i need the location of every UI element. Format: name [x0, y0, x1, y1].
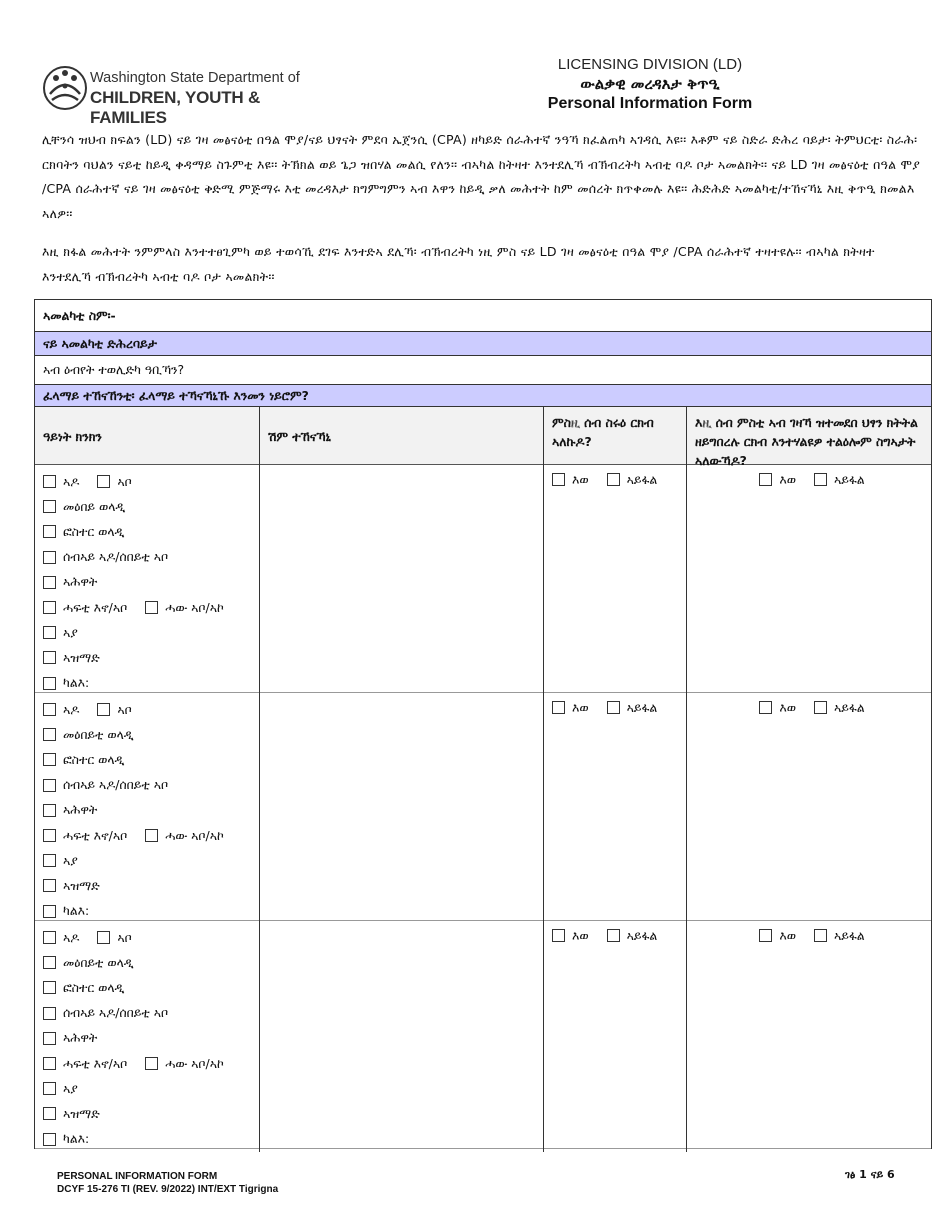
yes-checkbox[interactable]	[552, 701, 565, 714]
checkbox[interactable]	[43, 703, 56, 716]
yes-checkbox[interactable]	[552, 929, 565, 942]
caregiver-option[interactable]	[43, 722, 259, 747]
concerns-options	[695, 925, 929, 946]
option-label: ሰብኣይ ኣዶ/ሰበይቲ ኣቦ	[63, 549, 169, 565]
concerns-cell	[687, 693, 929, 924]
checkbox[interactable]	[43, 551, 56, 564]
option-label: ኣያ	[63, 624, 78, 640]
no-checkbox[interactable]	[814, 473, 827, 486]
checkbox[interactable]	[97, 703, 110, 716]
caregiver-option[interactable]	[43, 975, 259, 1000]
option-label: ኣቦ	[117, 701, 132, 717]
yes-label: እወ	[779, 471, 796, 487]
checkbox[interactable]	[43, 804, 56, 817]
caregiver-type-cell	[35, 693, 260, 924]
option-label: መዕበይ ወላዲ	[63, 498, 126, 514]
regular-contact-cell	[544, 693, 687, 924]
caregiver-column-headers	[35, 407, 931, 468]
caregiver-option[interactable]	[43, 899, 259, 924]
checkbox[interactable]	[43, 753, 56, 766]
caregiver-name-cell[interactable]	[260, 693, 544, 924]
option-label: ኣዝማድ	[63, 649, 100, 665]
col-header-concerns: እዚ ሰብ ምስቲ ኣብ ገዛኻ ዝተመደበ ህፃን ክትትል ዘይግበረሉ ርክብ እንተሃልዩዎ ተልዕሎም ስግኣታት ኣለውኻዶ?	[695, 415, 918, 468]
caregiver-option[interactable]	[43, 494, 259, 519]
yes-checkbox[interactable]	[759, 701, 772, 714]
caregiver-option[interactable]	[43, 747, 259, 772]
checkbox[interactable]	[43, 1007, 56, 1020]
yes-label: እወ	[779, 699, 796, 715]
option-label: ኣዝማድ	[63, 877, 100, 893]
checkbox[interactable]	[43, 500, 56, 513]
checkbox[interactable]	[43, 475, 56, 488]
caregiver-option[interactable]	[43, 645, 259, 670]
regular-contact-cell	[544, 921, 687, 1152]
option-label: ሰብኣይ ኣዶ/ሰበይቲ ኣቦ	[63, 777, 169, 793]
checkbox[interactable]	[43, 728, 56, 741]
checkbox[interactable]	[43, 905, 56, 918]
regular-contact-options	[552, 697, 686, 718]
caregiver-option[interactable]	[43, 469, 259, 494]
no-label: ኣይፋል	[626, 927, 658, 943]
caregiver-option[interactable]	[43, 697, 259, 722]
no-checkbox[interactable]	[814, 929, 827, 942]
section-header-caregivers	[35, 385, 931, 407]
checkbox[interactable]	[43, 1082, 56, 1095]
checkbox[interactable]	[43, 829, 56, 842]
caregiver-option[interactable]	[43, 873, 259, 898]
applicant-name-row[interactable]	[35, 300, 931, 332]
checkbox[interactable]	[43, 1107, 56, 1120]
caregiver-option[interactable]	[43, 1001, 259, 1026]
caregiver-name-cell[interactable]	[260, 465, 544, 696]
no-label: ኣይፋል	[833, 927, 865, 943]
option-label: ኣያ	[63, 852, 78, 868]
no-checkbox[interactable]	[607, 929, 620, 942]
checkbox[interactable]	[43, 854, 56, 867]
concerns-options	[695, 697, 929, 718]
yes-label: እወ	[572, 471, 589, 487]
checkbox[interactable]	[43, 651, 56, 664]
col-header-type: ዓይነት ክንክን	[35, 407, 260, 476]
option-label: ሓፍቲ እኖ/ኣቦ	[63, 827, 128, 843]
option-label: ፎስተር ወላዲ	[63, 751, 125, 767]
option-label: ኣቦ	[117, 473, 132, 489]
option-label: ካልእ:	[63, 1131, 90, 1147]
yes-checkbox[interactable]	[552, 473, 565, 486]
option-label: ኣሕዋት	[63, 1030, 98, 1046]
checkbox[interactable]	[43, 677, 56, 690]
option-label: ኣዝማድ	[63, 1105, 100, 1121]
no-label: ኣይፋል	[833, 471, 865, 487]
checkbox[interactable]	[97, 475, 110, 488]
checkbox[interactable]	[43, 931, 56, 944]
yes-label: እወ	[572, 699, 589, 715]
intro-paragraph-2: እዚ ክፋል መሕተት ንምምላስ እንተተፀጊምካ ወይ ተወሳኺ ደገፍ እንተድኣ ደሊኻ፡ ብኽብረትካ ነዚ ምስ ናይ LD ገዛ መፅናዕቲ በዓል ሞያ /CPA ሰራሕተኛ ተዛተዩሉ፡፡ ብኣካል ክትዛተ እንተደሊኻ ብኽብረትካ ኣብቲ ባዶ ቦታ ኣመልክት፡፡	[42, 244, 875, 284]
yes-checkbox[interactable]	[759, 473, 772, 486]
option-label: ፎስተር ወላዲ	[63, 979, 125, 995]
regular-contact-options	[552, 925, 686, 946]
form-header	[520, 56, 780, 113]
yes-label: እወ	[779, 927, 796, 943]
option-label: መዕበይቲ ወላዲ	[63, 954, 134, 970]
checkbox[interactable]	[145, 601, 158, 614]
option-label: ኣሕዋት	[63, 574, 98, 590]
col-header-contact: ምስዚ ሰብ ስሩዕ ርክብ ኣለኩዶ?	[544, 407, 687, 476]
option-label: ሓው ኣቦ/ኣኮ	[165, 599, 224, 615]
option-label: ሓው ኣቦ/ኣኮ	[165, 1055, 224, 1071]
col-header-name: ሽም ተኸናኻኒ	[260, 407, 544, 476]
option-label: ኣያ	[63, 1080, 78, 1096]
regular-contact-options	[552, 469, 686, 490]
caregiver-option[interactable]	[43, 798, 259, 823]
caregiver-option[interactable]	[43, 848, 259, 873]
option-label: ኣቦ	[117, 929, 132, 945]
no-label: ኣይፋል	[626, 699, 658, 715]
caregiver-option[interactable]	[43, 595, 259, 620]
caregiver-option[interactable]	[43, 823, 259, 848]
form-title-tigrigna: ውልቃዊ መረዳእታ ቅጥዒ	[580, 75, 720, 93]
caregiver-option[interactable]	[43, 570, 259, 595]
no-checkbox[interactable]	[814, 701, 827, 714]
caregiver-option[interactable]	[43, 1051, 259, 1076]
caregiver-option[interactable]	[43, 1076, 259, 1101]
option-label: መዕበይቲ ወላዲ	[63, 726, 134, 742]
caregiver-option[interactable]	[43, 519, 259, 544]
checkbox[interactable]	[145, 829, 158, 842]
checkbox[interactable]	[43, 1057, 56, 1070]
no-checkbox[interactable]	[607, 701, 620, 714]
yes-checkbox[interactable]	[759, 929, 772, 942]
footer-line1: PERSONAL INFORMATION FORM	[57, 1171, 218, 1182]
logo-line2: CHILDREN, YOUTH & FAMILIES	[90, 88, 261, 127]
caregiver-option[interactable]	[43, 671, 259, 696]
caregiver-option[interactable]	[43, 925, 259, 950]
no-label: ኣይፋል	[626, 471, 658, 487]
option-label: ካልእ:	[63, 675, 90, 691]
form-title-english: Personal Information Form	[547, 95, 753, 112]
footer-form-id	[57, 1170, 278, 1196]
checkbox[interactable]	[43, 1133, 56, 1146]
checkbox[interactable]	[43, 879, 56, 892]
no-label: ኣይፋል	[833, 699, 865, 715]
adopted-question-row[interactable]	[35, 356, 931, 385]
option-label: ፎስተር ወላዲ	[63, 523, 125, 539]
adopted-question: ኣብ ዕብየት ተወሊድካ ዓቢኻን?	[43, 362, 185, 377]
caregiver-option[interactable]	[43, 1026, 259, 1051]
caregiver-block	[35, 921, 931, 1149]
concerns-cell	[687, 465, 929, 696]
section-caregivers-label: ፈላማይ ተኸናኸንቲ፡ ፈላማይ ተኻናኻኒኹ እንመን ነይሮም?	[43, 387, 309, 403]
yes-label: እወ	[572, 927, 589, 943]
caregiver-option[interactable]	[43, 1101, 259, 1126]
checkbox[interactable]	[43, 1032, 56, 1045]
option-label: ኣሕዋት	[63, 802, 98, 818]
logo-line1: Washington State Department of	[90, 70, 300, 86]
intro-paragraph-1: ሊቸንሳ ዝህብ ክፍልን (LD) ናይ ገዛ መፅናዕቲ በዓል ሞያ/ናይ ህፃናት ምደባ ኤጀንሲ (CPA) ዘካይድ ሰራሕተኛ ንዓኻ ክፈልጠካ ኣገዳሲ እዩ፡፡ እቶም ናይ ስድራ ድሕረ ባይታ፡ ትምህርቲ፡ ስራሕ፡ ርክባትን ባህልን ናይቲ ከይዲ ቀዳማይ ስጉምቲ እዩ፡፡ ትኽክል ወይ ጌጋ ዝበሃል መልሲ የለን፡፡ ብኣካል ከትዛተ እንተደሊኻ ብኽብረትካ ኣብቲ ባዶ ቦታ ኣመልክት፡፡ ናይ LD ገዛ መፅናዕቲ በዓል ሞያ /CPA ሰራሕተኛ ናይ ገዛ መፅናዕቲ ቅድሚ ምጅማሩ እቲ መረዳእታ ክግምግምን ኣብ እዋን ከይዲ ቃለ መሕተት ከም መሰረት ክጥቀመሉ እዩ፡፡ ሕድሕድ ኣመልካቲ/ተኸናኻኒ እዚ ቅጥዒ ክመልእ ኣለዎ፡፡	[42, 132, 921, 221]
concerns-cell	[687, 921, 929, 1152]
checkbox[interactable]	[97, 931, 110, 944]
section-background-label: ናይ ኣመልካቲ ድሕረባይታ	[43, 335, 157, 351]
checkbox[interactable]	[43, 576, 56, 589]
option-label: ሰብኣይ ኣዶ/ሰበይቲ ኣቦ	[63, 1005, 169, 1021]
caregiver-option[interactable]	[43, 1127, 259, 1152]
personal-info-form	[34, 299, 932, 1149]
checkbox[interactable]	[43, 525, 56, 538]
caregiver-option[interactable]	[43, 620, 259, 645]
caregiver-type-cell	[35, 921, 260, 1152]
concerns-options	[695, 469, 929, 490]
caregiver-block	[35, 693, 931, 921]
page-number: ገፅ 1 ናይ 6	[845, 1168, 895, 1181]
division-title: LICENSING DIVISION (LD)	[557, 56, 743, 73]
caregiver-name-cell[interactable]	[260, 921, 544, 1152]
option-label: ካልእ:	[63, 903, 90, 919]
caregiver-block	[35, 465, 931, 693]
caregiver-option[interactable]	[43, 545, 259, 570]
option-label: ኣዶ	[63, 701, 80, 717]
checkbox[interactable]	[145, 1057, 158, 1070]
applicant-name-label: ኣመልካቲ ስም፡-	[43, 307, 116, 323]
checkbox[interactable]	[43, 601, 56, 614]
regular-contact-cell	[544, 465, 687, 696]
no-checkbox[interactable]	[607, 473, 620, 486]
dcyf-logo	[42, 64, 312, 127]
option-label: ሓው ኣቦ/ኣኮ	[165, 827, 224, 843]
section-header-background	[35, 332, 931, 356]
option-label: ሓፍቲ እኖ/ኣቦ	[63, 599, 128, 615]
checkbox[interactable]	[43, 956, 56, 969]
footer-line2: DCYF 15-276 TI (REV. 9/2022) INT/EXT Tigrigna	[57, 1184, 279, 1195]
option-label: ሓፍቲ እኖ/ኣቦ	[63, 1055, 128, 1071]
option-label: ኣዶ	[63, 929, 80, 945]
caregiver-option[interactable]	[43, 773, 259, 798]
checkbox[interactable]	[43, 981, 56, 994]
option-label: ኣዶ	[63, 473, 80, 489]
family-logo-icon	[42, 64, 88, 112]
checkbox[interactable]	[43, 779, 56, 792]
checkbox[interactable]	[43, 626, 56, 639]
caregiver-type-cell	[35, 465, 260, 696]
caregiver-option[interactable]	[43, 950, 259, 975]
